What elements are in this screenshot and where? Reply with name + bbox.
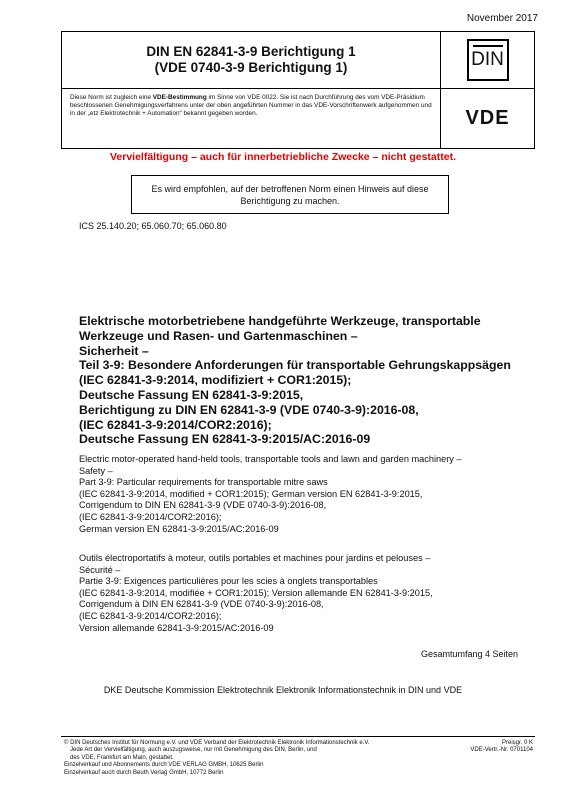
vde-note-after: im Sinne von VDE 0022. Sie ist nach Durchführung des vom VDE-Präsidium beschlossenen Genehmigungsverfahrens unter der oben angeführten Nummer in das VDE-Vorschriftenwerk aufgenommen und in der „etz Elektrotechnik + Automation“ bekannt gegeben worden. (70, 94, 432, 118)
footer-line: Einzelverkauf und Abonnements durch VDE VERLAG GMBH, 10625 Berlin (64, 762, 264, 769)
vde-note-bold: VDE-Bestimmung (152, 94, 207, 101)
title-english-line: Corrigendum to DIN EN 62841-3-9 (VDE 0740-3-9):2016-08, (79, 500, 327, 511)
title-german-line: Deutsche Fassung EN 62841-3-9:2015/AC:2016-09 (79, 432, 371, 447)
title-english-line: (IEC 62841-3-9:2014/COR2:2016); (79, 511, 222, 522)
title-french-line: (IEC 62841-3-9:2014/COR2:2016); (79, 610, 222, 621)
header-title-row (62, 32, 534, 89)
footer-order-info (470, 740, 533, 755)
footer-divider (61, 736, 535, 737)
title-german-line: Elektrische motorbetriebene handgeführte Werkzeuge, transportable (79, 314, 481, 328)
copy-warning: Vervielfältigung – auch für innerbetriebliche Zwecke – nicht gestattet. (109, 151, 456, 163)
publication-date: November 2017 (466, 13, 538, 24)
document-title-line1: DIN EN 62841-3-9 Berichtigung 1 (146, 44, 356, 59)
vde-order-number: VDE-Vertr.-Nr. 0701104 (470, 747, 533, 754)
title-german (79, 314, 539, 447)
header-note-row (62, 89, 534, 148)
title-english (79, 454, 539, 535)
title-english-line: German version EN 62841-3-9:2015/AC:2016-09 (79, 523, 279, 534)
title-french-line: Outils électroportatifs à moteur, outils portables et machines pour jardins et pelouses – (79, 553, 431, 563)
title-german-line: Teil 3-9: Besondere Anforderungen für transportable Gehrungskappsägen (79, 358, 511, 373)
din-logo-bar (473, 45, 503, 47)
recommendation-text: Es wird empfohlen, auf der betroffenen Norm einen Hinweis auf diese Berichtigung zu machen. (151, 183, 429, 206)
title-german-line: Sicherheit – (79, 343, 149, 358)
title-french-line: Corrigendum à DIN EN 62841-3-9 (VDE 0740-3-9):2016-08, (79, 599, 324, 610)
footer-line: des VDE, Frankfurt am Main, gestattet. (70, 754, 174, 761)
title-english-line: Electric motor-operated hand-held tools, transportable tools and lawn and garden machinery – (79, 454, 462, 464)
title-french-line: Partie 3-9: Exigences particulières pour les scies à onglets transportables (79, 576, 378, 587)
din-logo (467, 39, 509, 81)
vde-logo: VDE (465, 107, 510, 129)
dke-committee: DKE Deutsche Kommission Elektrotechnik Elektronik Informationstechnik in DIN und VDE (103, 685, 463, 695)
title-german-line: Deutsche Fassung EN 62841-3-9:2015, (79, 387, 304, 402)
title-english-line: (IEC 62841-3-9:2014, modified + COR1:2015); German version EN 62841-3-9:2015, (79, 488, 423, 499)
document-title (62, 32, 441, 88)
din-logo-text: DIN (471, 49, 504, 70)
header-frame (61, 31, 535, 149)
title-french-line: Version allemande 62841-3-9:2015/AC:2016-09 (79, 622, 274, 633)
total-pages: Gesamtumfang 4 Seiten (420, 649, 518, 659)
footer-copyright (64, 740, 444, 777)
title-french-line: (IEC 62841-3-9:2014, modifiée + COR1:2015); Version allemande EN 62841-3-9:2015, (79, 587, 433, 598)
title-english-line: Part 3-9: Particular requirements for transportable mitre saws (79, 477, 328, 488)
din-logo-cell (441, 32, 534, 88)
title-german-line: (IEC 62841-3-9:2014, modifiziert + COR1:2015); (79, 373, 352, 388)
price-group: Preisgr. 0 K (501, 740, 533, 746)
title-french-line: Sécurité – (79, 564, 121, 575)
vde-note-before: Diese Norm ist zugleich eine (70, 94, 153, 101)
vde-note (62, 89, 441, 148)
document-title-line2: (VDE 0740-3-9 Berichtigung 1) (154, 60, 348, 75)
title-german-line: Berichtigung zu DIN EN 62841-3-9 (VDE 0740-3-9):2016-08, (79, 402, 419, 417)
footer-line: Jede Art der Vervielfältigung, auch auszugsweise, nur mit Genehmigung des DIN, Berlin, und (70, 747, 317, 754)
footer-line: Einzelverkauf auch durch Beuth Verlag GmbH, 10772 Berlin (64, 769, 224, 776)
title-german-line: (IEC 62841-3-9:2014/COR2:2016); (79, 417, 272, 432)
footer-line: © DIN Deutsches Institut für Normung e.V. und VDE Verband der Elektrotechnik Elektronik Informationstechnik e.V. (64, 740, 370, 746)
title-french (79, 553, 539, 634)
recommendation-box (131, 175, 449, 214)
ics-codes: ICS 25.140.20; 65.060.70; 65.060.80 (79, 221, 227, 231)
title-english-line: Safety – (79, 465, 113, 476)
title-german-line: Werkzeuge und Rasen- und Gartenmaschinen – (79, 328, 358, 343)
